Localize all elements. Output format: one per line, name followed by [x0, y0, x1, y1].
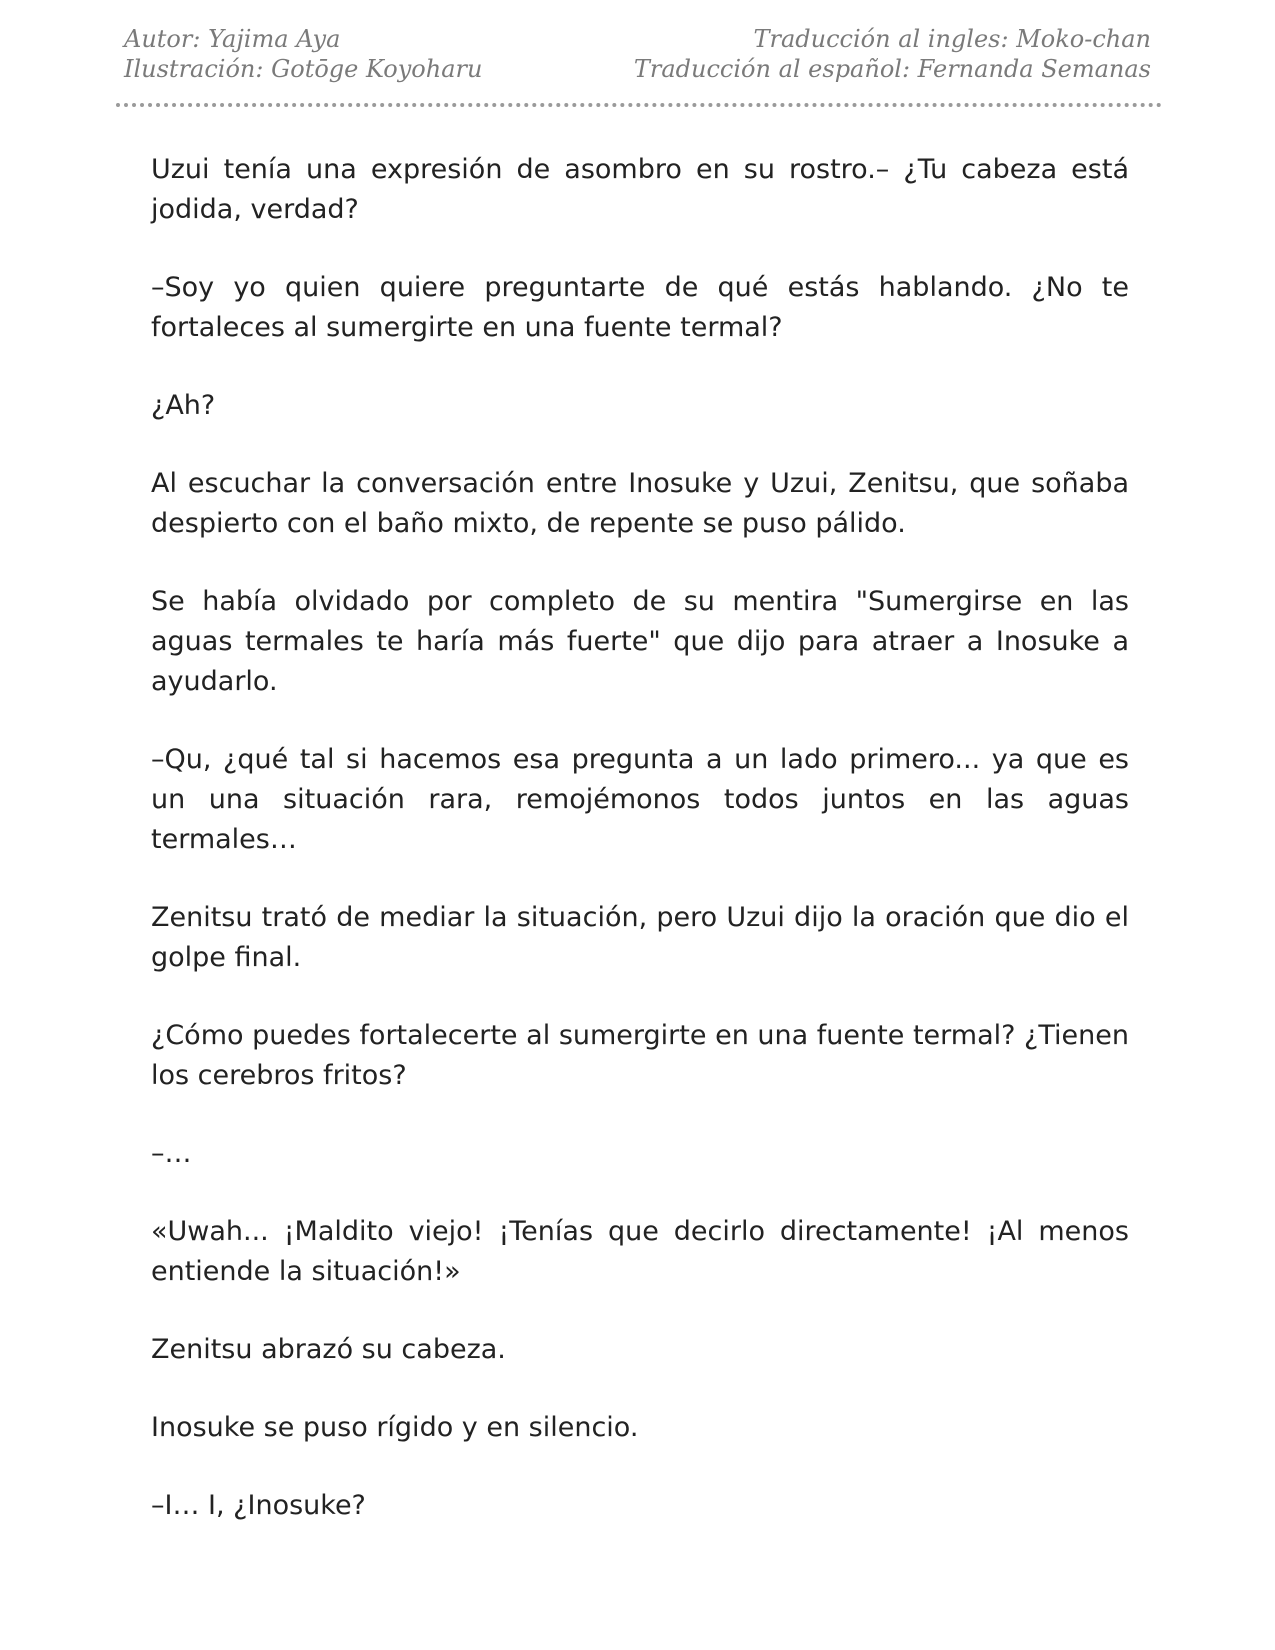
- paragraph: Zenitsu trató de mediar la situación, pero Uzui dijo la oración que dio el golpe final.: [151, 902, 1129, 973]
- paragraph: Inosuke se puso rígido y en silencio.: [151, 1412, 639, 1443]
- paragraph: ¿Cómo puedes fortalecerte al sumergirte en una fuente termal? ¿Tienen los cerebros fritos?: [151, 1020, 1129, 1091]
- paragraph: Al escuchar la conversación entre Inosuke y Uzui, Zenitsu, que soñaba despierto con el baño mixto, de repente se puso pálido.: [151, 468, 1129, 539]
- paragraph: –Qu, ¿qué tal si hacemos esa pregunta a un lado primero... ya que es un una situación rara, remojémonos todos juntos en las aguas termales…: [151, 744, 1129, 855]
- spanish-translation-credit: Traducción al español: Fernanda Semanas: [633, 55, 1151, 83]
- paragraph: Se había olvidado por completo de su mentira "Sumergirse en las aguas termales te haría más fuerte" que dijo para atraer a Inosuke a ayudarlo.: [151, 586, 1129, 697]
- header-divider: [116, 103, 1162, 107]
- page-header: [0, 0, 1275, 110]
- paragraph: «Uwah... ¡Maldito viejo! ¡Tenías que decirlo directamente! ¡Al menos entiende la situación!»: [151, 1216, 1129, 1287]
- paragraph: –Soy yo quien quiere preguntarte de qué estás hablando. ¿No te fortaleces al sumergirte en una fuente termal?: [151, 272, 1129, 343]
- author-credit: Autor: Yajima Aya: [124, 25, 341, 53]
- paragraph: Uzui tenía una expresión de asombro en su rostro.– ¿Tu cabeza está jodida, verdad?: [151, 154, 1129, 225]
- story-text: [151, 150, 1129, 1564]
- paragraph: Zenitsu abrazó su cabeza.: [151, 1334, 506, 1365]
- illustration-credit: Ilustración: Gotōge Koyoharu: [124, 55, 483, 83]
- paragraph: –I… I, ¿Inosuke?: [151, 1490, 366, 1521]
- paragraph: –…: [151, 1138, 192, 1169]
- paragraph: ¿Ah?: [151, 390, 216, 421]
- english-translation-credit: Traducción al ingles: Moko-chan: [753, 25, 1151, 53]
